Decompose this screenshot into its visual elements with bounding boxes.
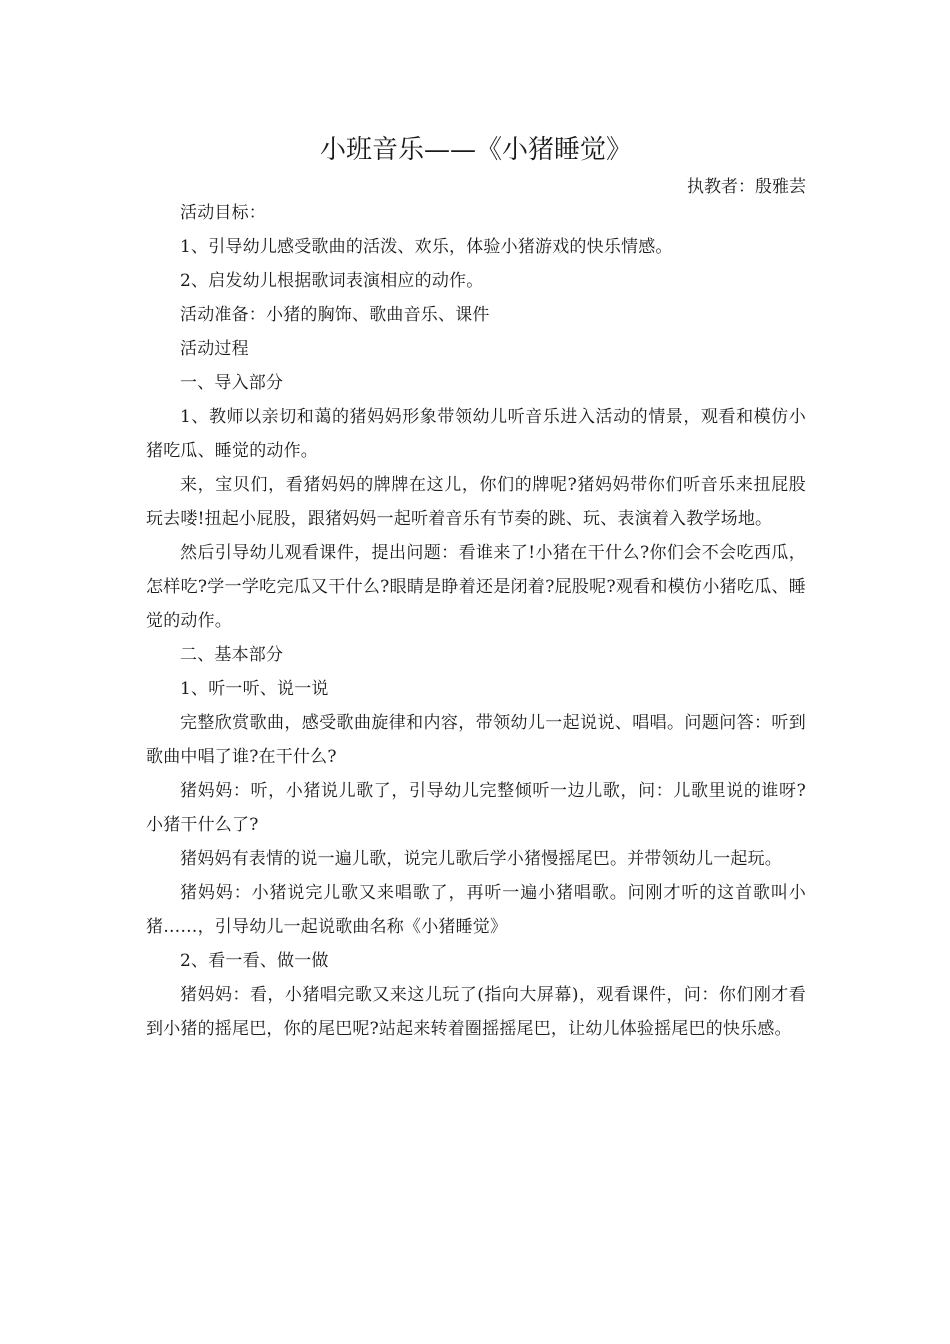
paragraph-listen-2: 猪妈妈：听，小猪说儿歌了，引导幼儿完整倾听一边儿歌，问：儿歌里说的谁呀?小猪干什么了? [146, 781, 806, 835]
paragraph-section-intro: 一、导入部分 [180, 373, 284, 393]
paragraph-section-basic: 二、基本部分 [180, 645, 284, 665]
document-body [146, 196, 806, 1046]
document-title: 小班音乐——《小猪睡觉》 [319, 135, 632, 165]
paragraph-listen-3: 猪妈妈有表情的说一遍儿歌，说完儿歌后学小猪慢摇尾巴。并带领幼儿一起玩。 [180, 849, 782, 869]
paragraph-goal-1: 1、引导幼儿感受歌曲的活泼、欢乐，体验小猪游戏的快乐情感。 [180, 237, 673, 257]
paragraph-process-heading: 活动过程 [180, 339, 249, 359]
paragraph-intro-2: 来，宝贝们，看猪妈妈的牌牌在这儿，你们的牌呢?猪妈妈带你们听音乐来扭屁股玩去喽!扭起小屁股，跟猪妈妈一起听着音乐有节奏的跳、玩、表演着入教学场地。 [146, 475, 806, 529]
author-line: 执教者：殷雅芸 [687, 177, 806, 197]
paragraph-intro-1: 1、教师以亲切和蔼的猪妈妈形象带领幼儿听音乐进入活动的情景，观看和模仿小猪吃瓜、睡觉的动作。 [146, 407, 806, 461]
paragraph-watch-heading: 2、看一看、做一做 [180, 951, 329, 971]
paragraph-intro-3: 然后引导幼儿观看课件，提出问题：看谁来了!小猪在干什么?你们会不会吃西瓜，怎样吃?学一学吃完瓜又干什么?眼睛是睁着还是闭着?屁股呢?观看和模仿小猪吃瓜、睡觉的动作。 [146, 543, 806, 631]
paragraph-watch-1: 猪妈妈：看，小猪唱完歌又来这儿玩了(指向大屏幕)，观看课件，问：你们刚才看到小猪的摇尾巴，你的尾巴呢?站起来转着圈摇摇尾巴，让幼儿体验摇尾巴的快乐感。 [146, 985, 806, 1039]
paragraph-listen-heading: 1、听一听、说一说 [180, 679, 329, 699]
paragraph-listen-1: 完整欣赏歌曲，感受歌曲旋律和内容，带领幼儿一起说说、唱唱。问题问答：听到歌曲中唱了谁?在干什么? [146, 713, 806, 767]
paragraph-goal-2: 2、启发幼儿根据歌词表演相应的动作。 [180, 271, 484, 291]
paragraph-goals-heading: 活动目标： [180, 203, 266, 223]
paragraph-preparation: 活动准备：小猪的胸饰、歌曲音乐、课件 [180, 305, 490, 325]
paragraph-listen-4: 猪妈妈：小猪说完儿歌又来唱歌了，再听一遍小猪唱歌。问刚才听的这首歌叫小猪……，引导幼儿一起说歌曲名称《小猪睡觉》 [146, 883, 806, 937]
